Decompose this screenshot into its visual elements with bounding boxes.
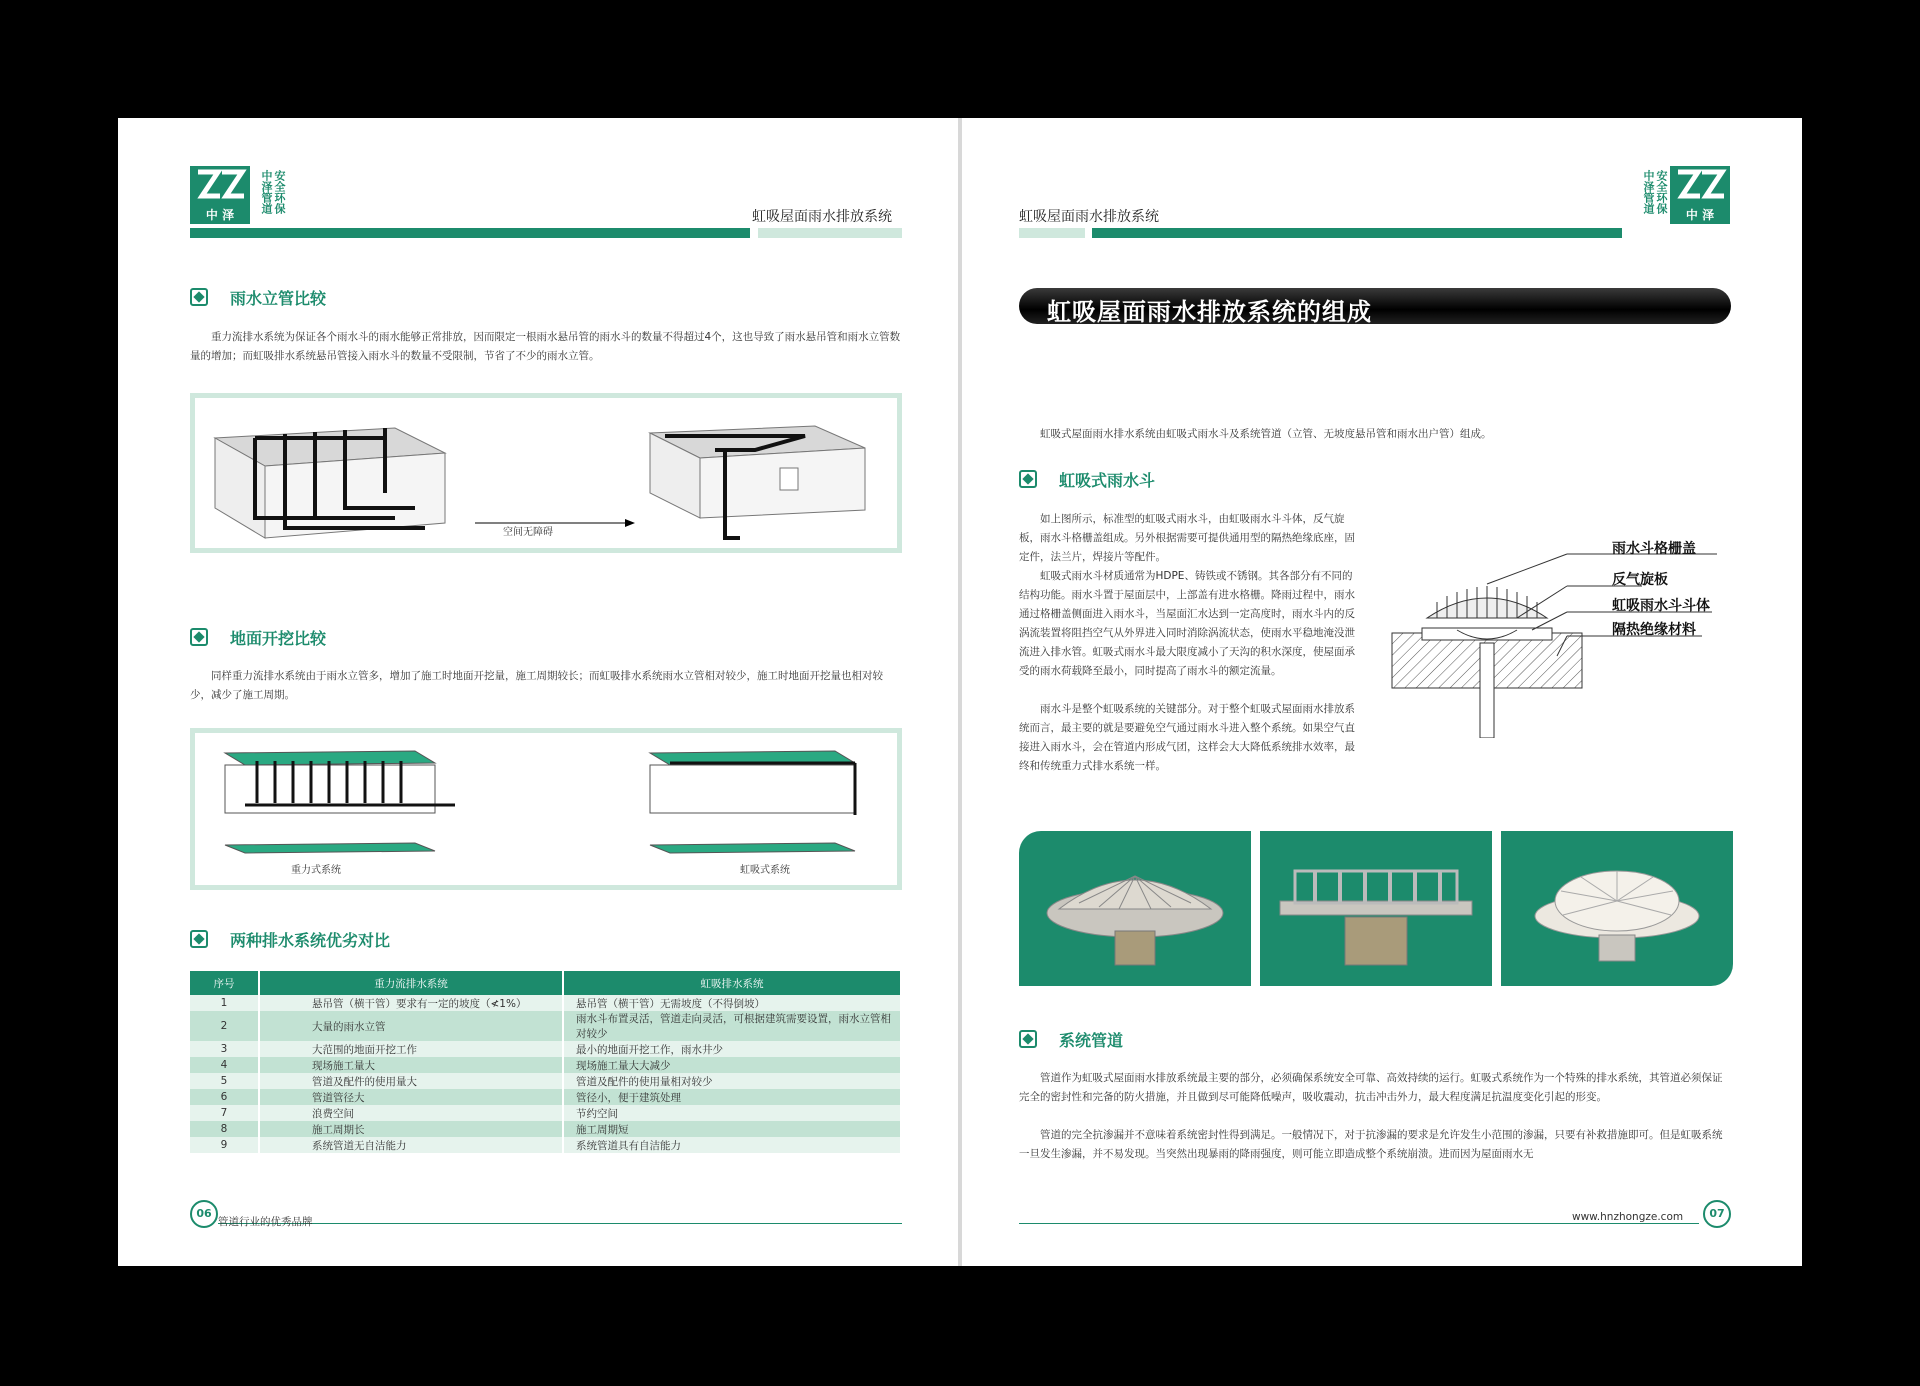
section-bullet-icon xyxy=(1019,1030,1037,1048)
logo-text: 中 泽 xyxy=(1685,208,1715,222)
table-row xyxy=(190,1057,901,1073)
header-bar-light xyxy=(758,228,902,238)
header-bar xyxy=(190,228,750,238)
siphon-system-cell: 最小的地面开挖工作，雨水井少 xyxy=(563,1041,901,1057)
footer-line xyxy=(218,1223,902,1224)
gravity-system-cell: 悬吊管（横干管）要求有一定的坡度（≮1%） xyxy=(259,995,563,1011)
section-title xyxy=(190,286,326,309)
rain-hopper-grille-icon xyxy=(1260,831,1492,986)
header-title: 虹吸屋面雨水排放系统 xyxy=(752,209,892,225)
gravity-system-cell: 大量的雨水立管 xyxy=(259,1011,563,1041)
table-row xyxy=(190,1089,901,1105)
row-number-cell: 3 xyxy=(190,1041,259,1057)
section-title xyxy=(1019,1028,1123,1051)
siphon-system-caption: 虹吸式系统 xyxy=(740,865,790,876)
product-photo-2 xyxy=(1260,831,1492,986)
excavation-comparison-figure xyxy=(190,728,902,890)
table-row xyxy=(190,1105,901,1121)
page-title-banner xyxy=(1019,288,1731,324)
table-body xyxy=(190,995,901,1153)
section-bullet-icon xyxy=(190,628,208,646)
row-number-cell: 6 xyxy=(190,1089,259,1105)
section-title-text: 地面开挖比较 xyxy=(230,629,327,648)
gravity-system-cell: 管道及配件的使用量大 xyxy=(259,1073,563,1089)
siphon-system-cell: 节约空间 xyxy=(563,1105,901,1121)
section-paragraph: 重力流排水系统为保证各个雨水斗的雨水能够正常排放，因而限定一根雨水悬吊管的雨水斗的数量不得超过4个，这也导致了雨水悬吊管和雨水立管数量的增加；而虹吸排水系统悬吊管接入雨水斗的数量不受限制，节省了不少的雨水立管。 xyxy=(190,331,901,362)
row-number-cell: 7 xyxy=(190,1105,259,1121)
gravity-system-cell: 大范围的地面开挖工作 xyxy=(259,1041,563,1057)
section-paragraph: 管道的完全抗渗漏并不意味着系统密封性得到满足。一般情况下，对于抗渗漏的要求是允许发生小范围的渗漏，只要有补救措施即可。但是虹吸系统一旦发生渗漏，并不易发现。当突然出现暴雨的降雨强度，则可能立即造成整个系统崩溃。进而因为屋面雨水无 xyxy=(1019,1129,1723,1160)
zz-logo-icon xyxy=(1670,166,1730,206)
page-title: 虹吸屋面雨水排放系统的组成 xyxy=(1047,298,1372,326)
siphon-system-cell: 雨水斗布置灵活，管道走向灵活，可根据建筑需要设置，雨水立管相对较少 xyxy=(563,1011,901,1041)
section-paragraph: 雨水斗是整个虹吸系统的关键部分。对于整个虹吸式屋面雨水排放系统而言，最主要的就是要避免空气通过雨水斗进入整个系统。如果空气直接进入雨水斗，会在管道内形成气团，这样会大大降低系统排水效率，最终和传统重力式排水系统一样。 xyxy=(1019,703,1355,772)
section-title xyxy=(190,626,326,649)
tagline-col2: 中泽管道 xyxy=(260,170,273,214)
tagline-col1: 安全环保 xyxy=(1655,170,1668,214)
table-header-cell: 重力流排水系统 xyxy=(259,971,563,995)
table-header-cell: 序号 xyxy=(190,971,259,995)
table-header-row xyxy=(190,971,901,995)
comparison-table xyxy=(190,971,902,1153)
brand-logo xyxy=(1634,166,1730,224)
gravity-system-cell: 系统管道无自洁能力 xyxy=(259,1137,563,1153)
header-bar-light xyxy=(1019,228,1085,238)
section-paragraph: 虹吸式雨水斗材质通常为HDPE、铸铁或不锈钢。其各部分有不同的结构功能。雨水斗置于屋面层中，上部盖有进水格栅。降雨过程中，雨水通过格栅盖侧面进入雨水斗，当屋面汇水达到一定高度时，雨水斗内的反涡流装置将阻挡空气从外界进入同时消除涡流状态，使雨水平稳地淹没泄流进入排水管。虹吸式雨水斗最大限度减小了天沟的积水深度，使屋面承受的雨水荷载降至最小，同时提高了雨水斗的额定流量。 xyxy=(1019,570,1355,677)
logo-mark xyxy=(1670,166,1730,224)
section-title-text: 两种排水系统优劣对比 xyxy=(230,931,391,950)
table-row xyxy=(190,1121,901,1137)
diagram-label: 虹吸雨水斗斗体 xyxy=(1612,598,1710,614)
diagram-label: 隔热绝缘材料 xyxy=(1612,622,1696,638)
zz-logo-icon xyxy=(190,166,250,206)
section-paragraph: 如上图所示，标准型的虹吸式雨水斗，由虹吸雨水斗斗体，反气旋板，雨水斗格栅盖组成。另外根据需要可提供通用型的隔热绝缘底座，固定件，法兰片，焊接片等配件。 xyxy=(1019,513,1355,563)
header-title: 虹吸屋面雨水排放系统 xyxy=(1019,209,1159,225)
table-row xyxy=(190,1041,901,1057)
table-row xyxy=(190,1137,901,1153)
gravity-system-cell: 现场施工量大 xyxy=(259,1057,563,1073)
page-number: 06 xyxy=(190,1200,218,1228)
gravity-system-cell: 管道管径大 xyxy=(259,1089,563,1105)
table-row xyxy=(190,1011,901,1041)
section-title xyxy=(1019,468,1155,491)
section-title-text: 系统管道 xyxy=(1059,1031,1124,1050)
diagram-label: 雨水斗格栅盖 xyxy=(1612,541,1696,557)
left-page xyxy=(118,118,958,1266)
riser-comparison-figure xyxy=(190,393,902,553)
gravity-system-caption: 重力式系统 xyxy=(291,865,341,876)
section-title xyxy=(190,928,390,951)
logo-text: 中 泽 xyxy=(205,208,235,222)
tagline-col1: 安全环保 xyxy=(273,170,286,214)
row-number-cell: 8 xyxy=(190,1121,259,1137)
siphon-system-cell: 管道及配件的使用量相对较少 xyxy=(563,1073,901,1089)
row-number-cell: 5 xyxy=(190,1073,259,1089)
header-bar xyxy=(1092,228,1622,238)
table-row xyxy=(190,995,901,1011)
product-photo-3 xyxy=(1501,831,1733,986)
brand-logo xyxy=(190,166,286,224)
figure-arrow-label: 空间无障碍 xyxy=(503,527,553,538)
diagram-label: 反气旋板 xyxy=(1612,572,1668,588)
siphon-system-cell: 系统管道具有自洁能力 xyxy=(563,1137,901,1153)
row-number-cell: 2 xyxy=(190,1011,259,1041)
siphon-system-cell: 现场施工量大大减少 xyxy=(563,1057,901,1073)
logo-mark xyxy=(190,166,250,224)
row-number-cell: 9 xyxy=(190,1137,259,1153)
siphon-system-cell: 施工周期短 xyxy=(563,1121,901,1137)
siphon-system-cell: 管径小，便于建筑处理 xyxy=(563,1089,901,1105)
gravity-system-cell: 浪费空间 xyxy=(259,1105,563,1121)
table-row xyxy=(190,1073,901,1089)
row-number-cell: 4 xyxy=(190,1057,259,1073)
section-paragraph: 管道作为虹吸式屋面雨水排放系统最主要的部分，必须确保系统安全可靠、高效持续的运行。虹吸式系统作为一个特殊的排水系统，其管道必须保证完全的密封性和完备的防火措施，并且做到尽可能降低噪声，吸收震动，抗击冲击外力，最大程度满足抗温度变化引起的形变。 xyxy=(1019,1072,1723,1103)
page-number: 07 xyxy=(1703,1200,1731,1228)
row-number-cell: 1 xyxy=(190,995,259,1011)
siphon-system-cell: 悬吊管（横干管）无需坡度（不得倒坡） xyxy=(563,995,901,1011)
gravity-system-cell: 施工周期长 xyxy=(259,1121,563,1137)
rain-hopper-product-icon xyxy=(1019,831,1251,986)
product-photo-1 xyxy=(1019,831,1251,986)
table-header-cell: 虹吸排水系统 xyxy=(563,971,901,995)
logo-tagline xyxy=(1634,170,1668,222)
anti-vortex-plate-icon xyxy=(1501,831,1733,986)
tagline-col2: 中泽管道 xyxy=(1642,170,1655,214)
logo-tagline xyxy=(252,170,286,222)
right-page xyxy=(962,118,1802,1266)
section-title-text: 虹吸式雨水斗 xyxy=(1059,471,1156,490)
footer-line xyxy=(1019,1223,1699,1224)
section-paragraph: 同样重力流排水系统由于雨水立管多，增加了施工时地面开挖量，施工周期较长；而虹吸排水系统雨水立管相对较少，施工时地面开挖量也相对较少，减少了施工周期。 xyxy=(190,670,883,701)
website-url: www.hnzhongze.com xyxy=(1572,1211,1684,1223)
footer-slogan: 管道行业的优秀品牌 xyxy=(218,1216,313,1228)
section-bullet-icon xyxy=(1019,470,1037,488)
section-bullet-icon xyxy=(190,930,208,948)
section-bullet-icon xyxy=(190,288,208,306)
section-title-text: 雨水立管比较 xyxy=(230,289,327,308)
intro-paragraph: 虹吸式屋面雨水排水系统由虹吸式雨水斗及系统管道（立管、无坡度悬吊管和雨水出户管）组成。 xyxy=(1040,428,1492,440)
